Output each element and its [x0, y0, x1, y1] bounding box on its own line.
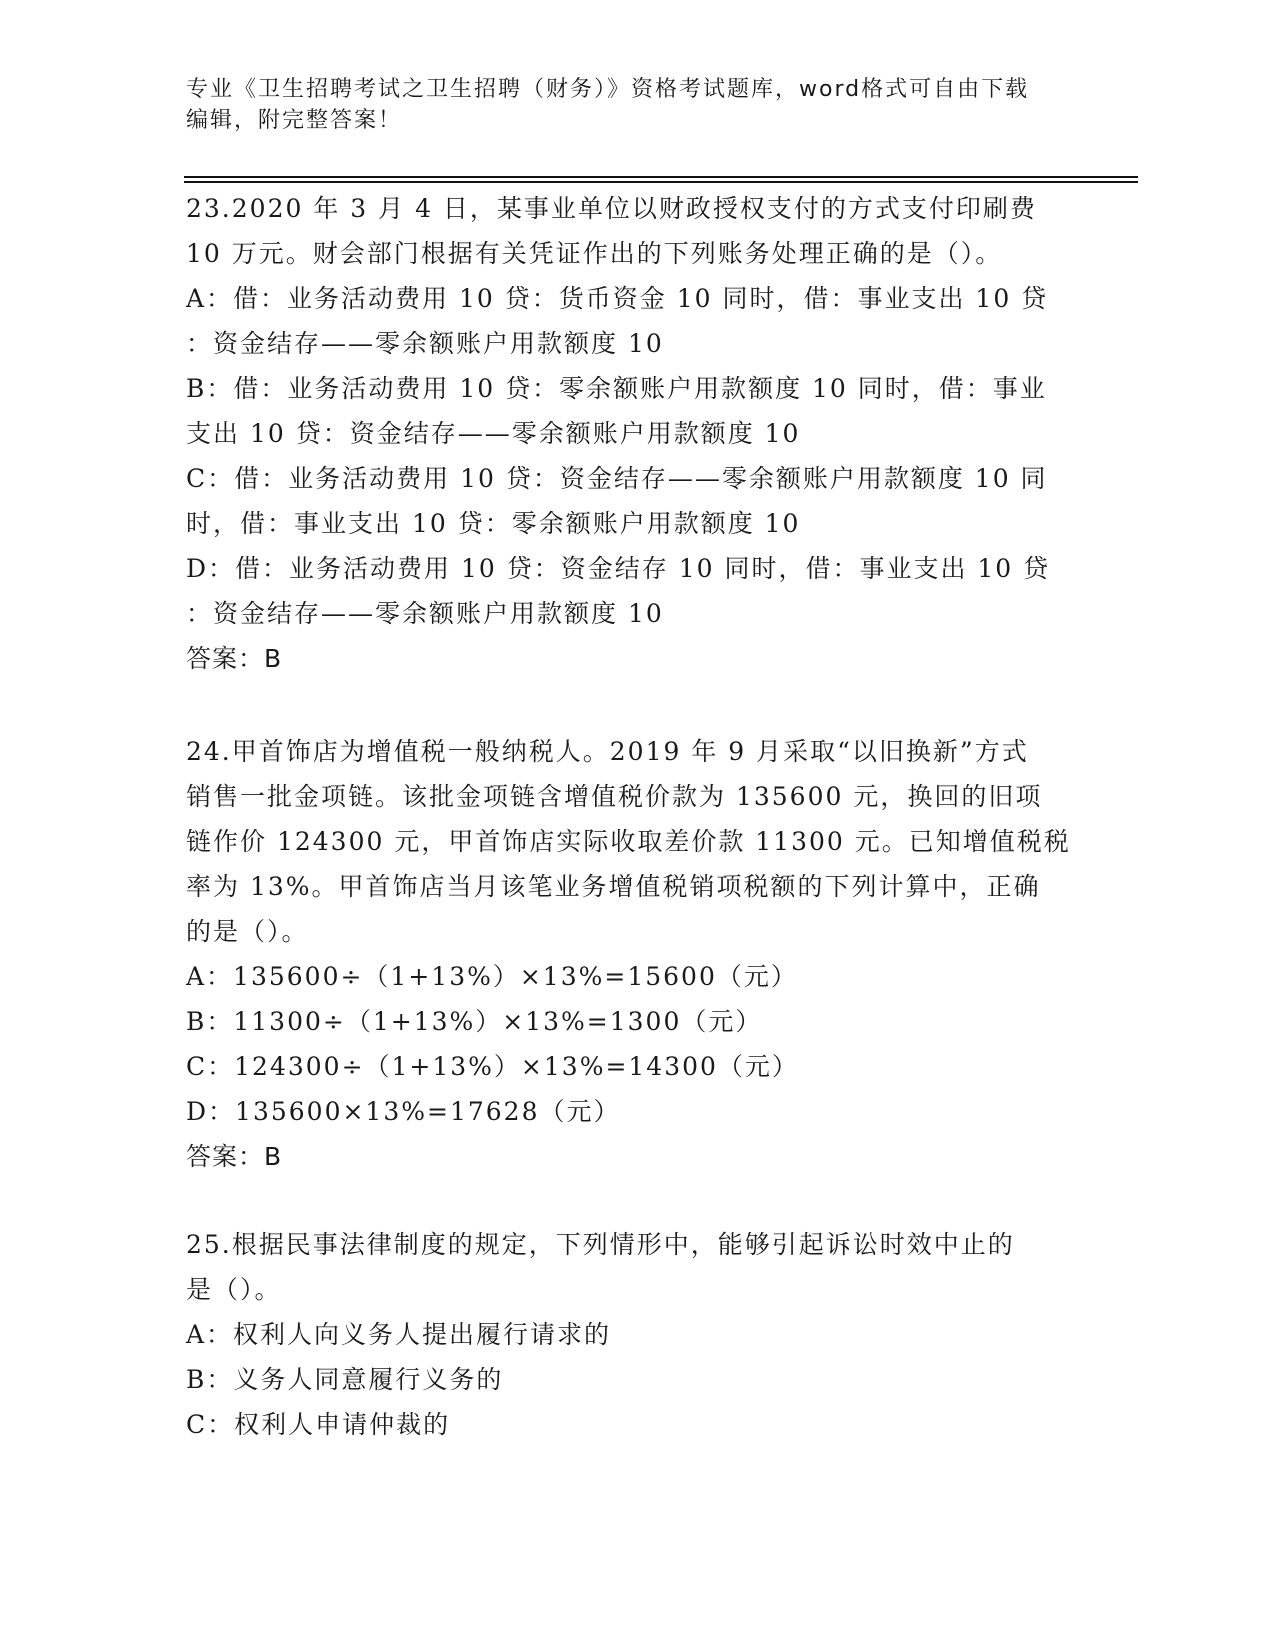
option-d-continued: ：资金结存——零余额账户用款额度 10: [186, 599, 664, 628]
question-stem-line: 24.甲首饰店为增值税一般纳税人。2019 年 9 月采取“以旧换新”方式: [186, 737, 1029, 766]
header-divider-top: [184, 176, 1138, 178]
question-stem-line: 的是（）。: [186, 917, 309, 946]
question-stem-line: 销售一批金项链。该批金项链含增值税价款为 135600 元，换回的旧项: [186, 782, 1043, 811]
option-c: C：借：业务活动费用 10 贷：资金结存——零余额账户用款额度 10 同: [186, 464, 1048, 493]
header-divider-bottom: [184, 181, 1138, 183]
header-line-1: 专业《卫生招聘考试之卫生招聘（财务）》资格考试题库，word格式可自由下载: [186, 77, 1030, 102]
option-b: B：借：业务活动费用 10 贷：零余额账户用款额度 10 同时，借：事业: [186, 374, 1047, 403]
option-a: A：权利人向义务人提出履行请求的: [186, 1320, 612, 1349]
option-c: C：124300÷（1+13%）×13%=14300（元）: [186, 1052, 799, 1081]
question-23: [186, 186, 1086, 681]
option-d: D：借：业务活动费用 10 贷：资金结存 10 同时，借：事业支出 10 贷: [186, 554, 1051, 583]
question-stem-line: 23.2020 年 3 月 4 日，某事业单位以财政授权支付的方式支付印刷费: [186, 194, 1037, 223]
question-stem-line: 10 万元。财会部门根据有关凭证作出的下列账务处理正确的是（）。: [186, 239, 1003, 268]
question-stem-line: 率为 13%。甲首饰店当月该笔业务增值税销项税额的下列计算中，正确: [186, 872, 1041, 901]
option-c: C：权利人申请仲裁的: [186, 1410, 451, 1439]
answer-line: 答案：B: [186, 1142, 283, 1171]
document-header: [186, 74, 1066, 136]
option-b: B：义务人同意履行义务的: [186, 1365, 504, 1394]
question-stem-line: 25.根据民事法律制度的规定，下列情形中，能够引起诉讼时效中止的: [186, 1230, 1015, 1259]
option-a: A：135600÷（1+13%）×13%=15600（元）: [186, 962, 798, 991]
option-b-continued: 支出 10 贷：资金结存——零余额账户用款额度 10: [186, 419, 801, 448]
question-stem-line: 链作价 124300 元，甲首饰店实际收取差价款 11300 元。已知增值税税: [186, 827, 1071, 856]
option-a-continued: ：资金结存——零余额账户用款额度 10: [186, 329, 664, 358]
option-d: D：135600×13%=17628（元）: [186, 1097, 621, 1126]
question-24: [186, 729, 1086, 1179]
header-line-2: 编辑，附完整答案！: [186, 108, 403, 133]
option-b: B：11300÷（1+13%）×13%=1300（元）: [186, 1007, 763, 1036]
answer-line: 答案：B: [186, 644, 283, 673]
question-25: [186, 1222, 1086, 1447]
option-a: A：借：业务活动费用 10 贷：货币资金 10 同时，借：事业支出 10 贷: [186, 284, 1049, 313]
question-stem-line: 是（）。: [186, 1275, 282, 1304]
option-c-continued: 时，借：事业支出 10 贷：零余额账户用款额度 10: [186, 509, 801, 538]
